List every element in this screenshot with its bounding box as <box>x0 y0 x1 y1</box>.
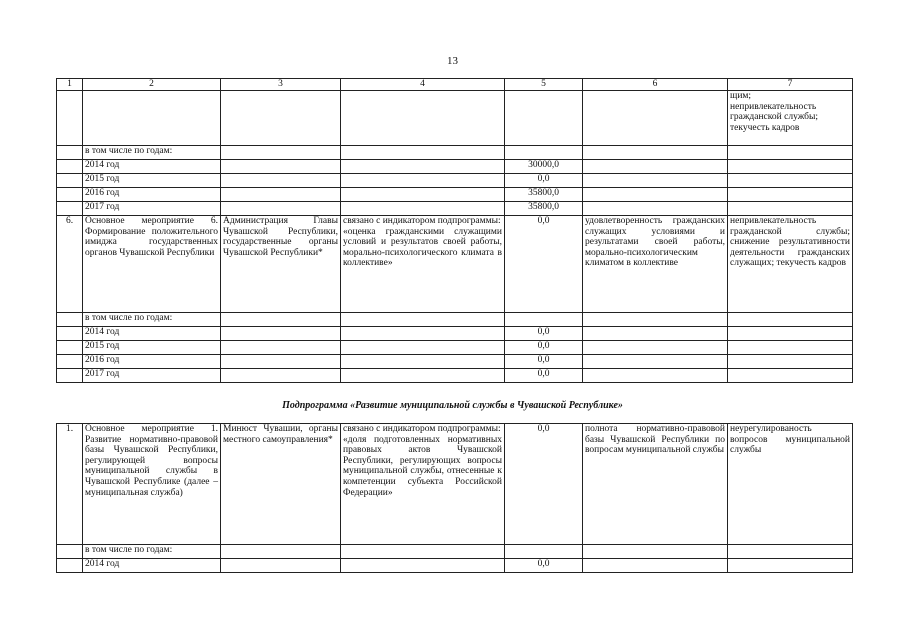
activities-table-top <box>56 78 853 383</box>
year-value: 0,0 <box>505 369 583 383</box>
year-value: 35800,0 <box>505 188 583 202</box>
risks-cell: щим; непривлекательность гражданской службы; текучесть кадров <box>728 91 853 146</box>
year-row <box>57 202 853 216</box>
col-header: 7 <box>728 79 853 91</box>
year-row <box>57 369 853 383</box>
activity-indicator: связано с индикатором подпрограммы: «оценка гражданскими служащими условий и результатов своей работы, морально-психологического климата в коллективе» <box>341 216 505 313</box>
year-row <box>57 355 853 369</box>
year-label: 2017 год <box>83 369 221 383</box>
year-value: 35800,0 <box>505 202 583 216</box>
activity-name: Основное мероприятие 1. Развитие нормативно-правовой базы Чувашской Республики, регулирующей вопросы муниципальной службы в Чувашской Республике (далее – муниципальная служба) <box>83 424 221 545</box>
continuation-row <box>57 91 853 146</box>
activity-number: 1. <box>57 424 83 545</box>
year-value: 0,0 <box>505 341 583 355</box>
year-row <box>57 188 853 202</box>
activity-indicator: связано с индикатором подпрограммы: «доля подготовленных нормативных правовых актов Чувашской Республики, регулирующих вопросы муниципальной службы, отнесенные к компетенции субъекта Российской Федерации» <box>341 424 505 545</box>
activity-row <box>57 424 853 545</box>
activity-name: Основное мероприятие 6. Формирование положительного имиджа государственных органов Чувашской Республики <box>83 216 221 313</box>
activities-table-bottom <box>56 423 853 573</box>
column-number-row <box>57 79 853 91</box>
activity-executor: Администрация Главы Чувашской Республики, государственные органы Чувашской Республики* <box>221 216 341 313</box>
year-label: 2014 год <box>83 559 221 573</box>
year-label: 2016 год <box>83 355 221 369</box>
activity-executor: Минюст Чувашии, органы местного самоуправления* <box>221 424 341 545</box>
year-row <box>57 160 853 174</box>
year-row <box>57 559 853 573</box>
page-number: 13 <box>447 55 458 67</box>
activity-risks: непривлекательность гражданской службы; снижение результативности деятельности гражданских служащих; текучесть кадров <box>728 216 853 313</box>
subprogram-title: Подпрограмма «Развитие муниципальной службы в Чувашской Республике» <box>282 400 623 411</box>
col-header: 1 <box>57 79 83 91</box>
year-label: 2016 год <box>83 188 221 202</box>
year-label: 2017 год <box>83 202 221 216</box>
year-label: 2015 год <box>83 341 221 355</box>
year-value: 0,0 <box>505 174 583 188</box>
col-header: 5 <box>505 79 583 91</box>
col-header: 2 <box>83 79 221 91</box>
years-label: в том числе по годам: <box>83 313 221 327</box>
col-header: 4 <box>341 79 505 91</box>
activity-amount: 0,0 <box>505 216 583 313</box>
activity-risks: неурегулированость вопросов муниципальной службы <box>728 424 853 545</box>
year-value: 0,0 <box>505 327 583 341</box>
col-header: 6 <box>583 79 728 91</box>
year-value: 0,0 <box>505 559 583 573</box>
years-label: в том числе по годам: <box>83 545 221 559</box>
col-header: 3 <box>221 79 341 91</box>
activity-amount: 0,0 <box>505 424 583 545</box>
years-label-row <box>57 313 853 327</box>
years-label-row <box>57 545 853 559</box>
year-row <box>57 327 853 341</box>
year-value: 30000,0 <box>505 160 583 174</box>
years-label-row <box>57 146 853 160</box>
year-row <box>57 174 853 188</box>
activity-result: удовлетворенность гражданских служащих условиями и результатами своей работы, морально-психологическим климатом в коллективе <box>583 216 728 313</box>
year-label: 2015 год <box>83 174 221 188</box>
year-value: 0,0 <box>505 355 583 369</box>
activity-row <box>57 216 853 313</box>
year-label: 2014 год <box>83 160 221 174</box>
year-label: 2014 год <box>83 327 221 341</box>
activity-result: полнота нормативно-правовой базы Чувашской Республики по вопросам муниципальной службы <box>583 424 728 545</box>
year-row <box>57 341 853 355</box>
activity-number: 6. <box>57 216 83 313</box>
years-label: в том числе по годам: <box>83 146 221 160</box>
